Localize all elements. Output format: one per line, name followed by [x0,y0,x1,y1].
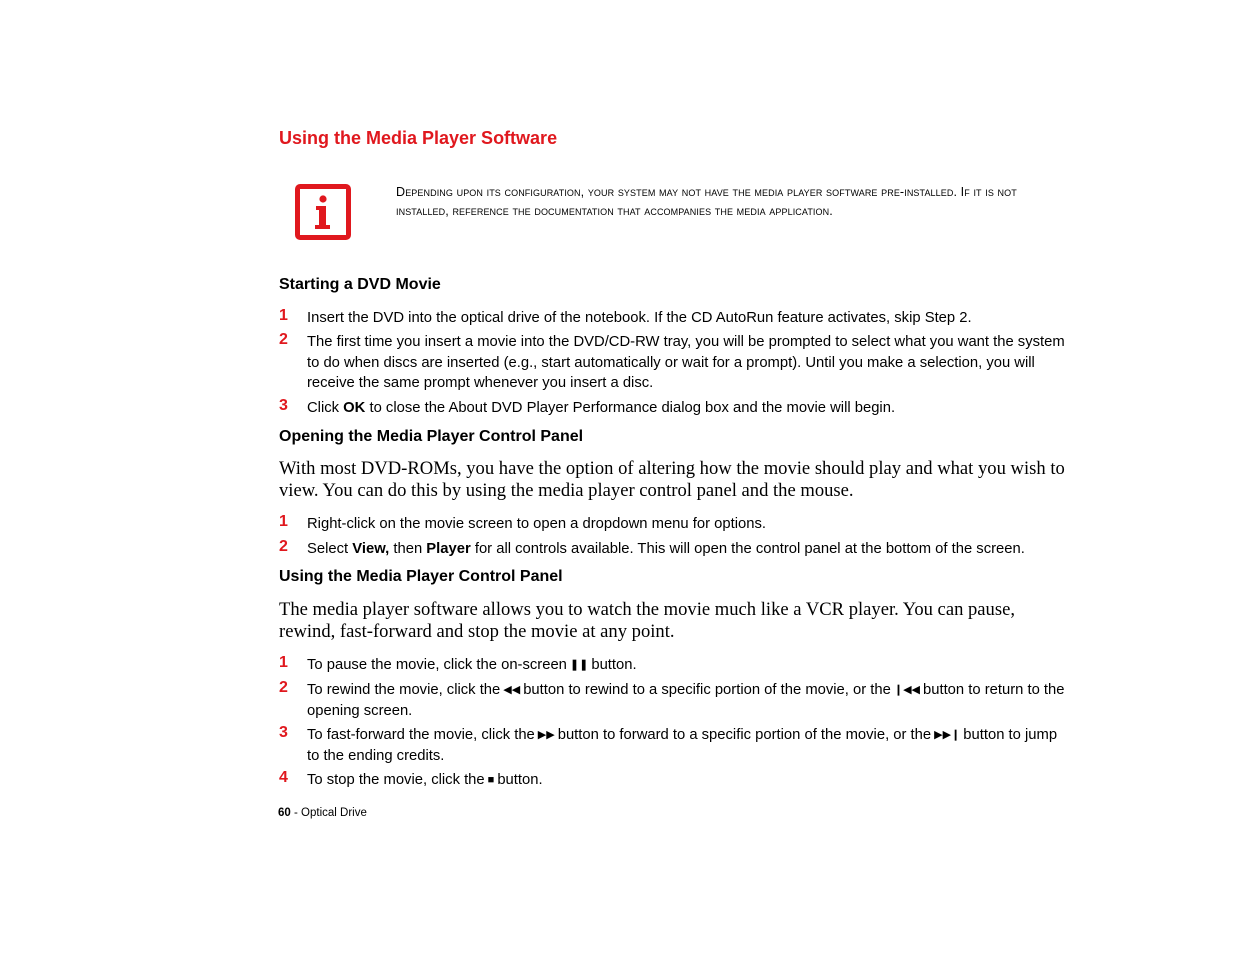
step-number: 2 [279,331,288,348]
intro-paragraph: With most DVD-ROMs, you have the option of altering how the movie should play and what you wish to view. You can do this by using the media player control panel and the mouse. [279,458,1065,501]
page-number: 60 [278,807,291,819]
skip-to-start-icon: ❙◀◀ [893,684,920,696]
step-text: Insert the DVD into the optical drive of the notebook. If the CD AutoRun feature activates, skip Step 2. [307,310,972,326]
step-number: 1 [279,513,288,530]
step-number: 3 [279,397,288,414]
rewind-icon: ◀◀ [503,684,521,696]
subheading-using-panel: Using the Media Player Control Panel [279,568,563,585]
step-number: 2 [279,538,288,555]
step-text: Right-click on the movie screen to open a dropdown menu for options. [307,516,766,532]
stop-icon: ■ [487,774,495,786]
info-icon [295,184,351,240]
step-text: Select View, then Player for all controls available. This will open the control panel at the bottom of the screen. [307,541,1025,557]
step-text: Click OK to close the About DVD Player Performance dialog box and the movie will begin. [307,400,896,416]
skip-to-end-icon: ▶▶❙ [934,729,961,741]
note-text: Depending upon its configuration, your system may not have the media player software pre-installed. If it is not installed, reference the documentation that accompanies the media application. [396,185,1017,218]
step-text: The first time you insert a movie into the DVD/CD-RW tray, you will be prompted to select what you want the system to do when discs are inserted (e.g., start automatically or wait for a prompt). Until you make a selection, you will receive the same prompt whenever you insert a disc. [307,334,1065,391]
step-text: To stop the movie, click the ■ button. [307,770,1067,791]
step-text: To pause the movie, click the on-screen ❚❚ button. [307,655,1067,676]
subheading-starting-dvd: Starting a DVD Movie [279,276,441,293]
pause-icon: ❚❚ [569,659,589,671]
step-number: 4 [279,769,288,786]
view-label: View, [352,541,390,557]
section-title: Using the Media Player Software [279,128,558,148]
step-text: To rewind the movie, click the ◀◀ button to rewind to a specific portion of the movie, or the ❙◀◀ button to return to the opening screen. [307,682,1065,719]
step-text: To fast-forward the movie, click the ▶▶ button to forward to a specific portion of the movie, or the ▶▶❙ button to jump to the ending credits. [307,727,1058,764]
step-number: 1 [279,307,288,324]
subheading-opening-panel: Opening the Media Player Control Panel [279,428,584,445]
footer-separator: - [290,807,302,819]
step-number: 3 [279,724,288,741]
footer-section: Optical Drive [301,807,367,819]
step-number: 2 [279,679,288,696]
step-number: 1 [279,654,288,671]
player-label: Player [426,541,471,557]
page-footer [278,807,367,819]
ok-label: OK [343,400,366,416]
intro-paragraph: The media player software allows you to watch the movie much like a VCR player. You can pause, rewind, fast-forward and stop the movie at any point. [279,599,1015,642]
fast-forward-icon: ▶▶ [537,729,555,741]
